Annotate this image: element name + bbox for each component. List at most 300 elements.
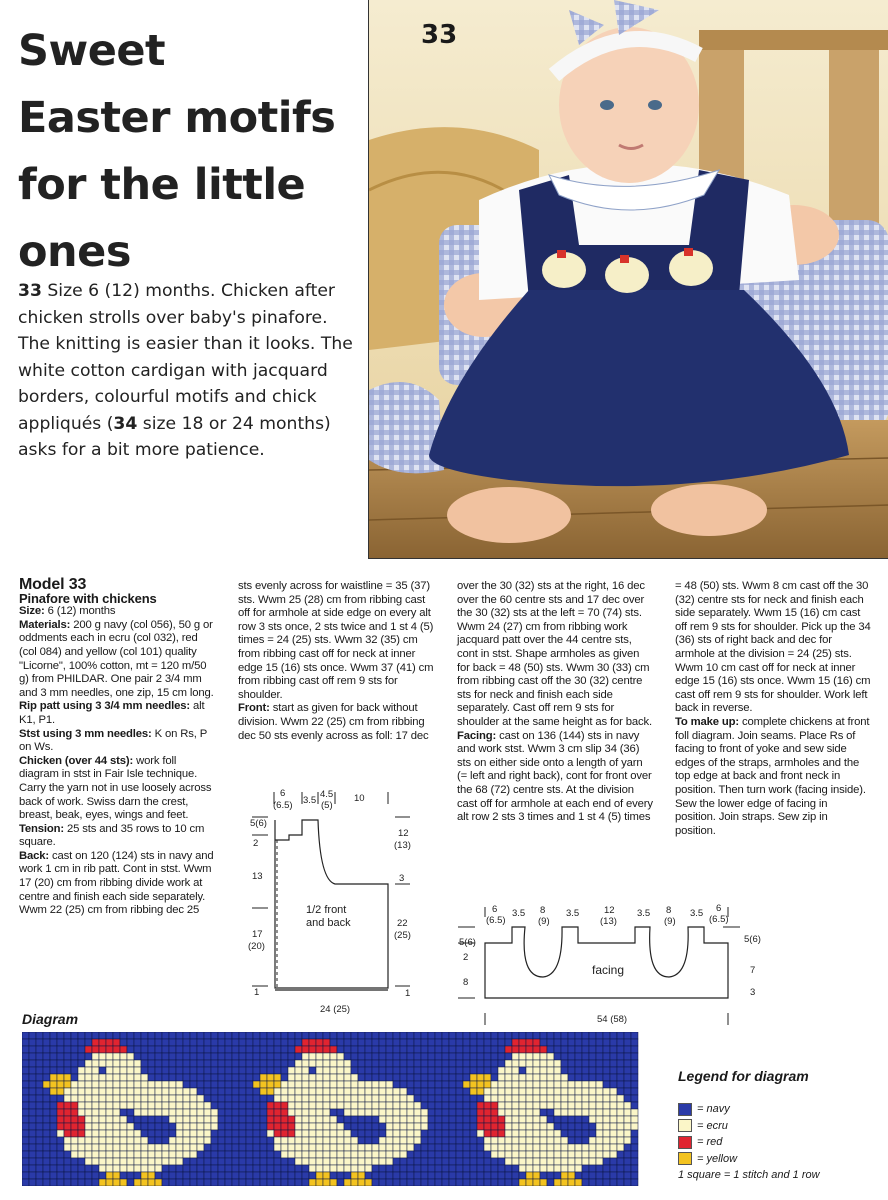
chart-stitch (603, 1172, 610, 1179)
facing-text: cast on 136 (144) sts in navy and work stst. Wwm 3 cm slip 34 (36) sts on either side onto a length of yarn (= left and right back), cont for front over the 68 (72) centre sts. At the division cast off for armhole at each end of every alt row 2 sts 3 times and 1 st 4 (5) times (457, 729, 653, 824)
chart-stitch (533, 1046, 540, 1053)
chart-stitch (106, 1144, 113, 1151)
chart-stitch (218, 1088, 225, 1095)
chart-stitch (624, 1116, 631, 1123)
chart-stitch (197, 1046, 204, 1053)
chart-stitch (295, 1116, 302, 1123)
chart-stitch (253, 1095, 260, 1102)
chart-stitch (309, 1081, 316, 1088)
chart-stitch (505, 1144, 512, 1151)
chart-stitch (309, 1137, 316, 1144)
chart-stitch (267, 1116, 274, 1123)
chart-stitch (554, 1060, 561, 1067)
chart-stitch (421, 1116, 428, 1123)
chart-stitch (344, 1046, 351, 1053)
chart-stitch (134, 1074, 141, 1081)
chart-stitch (351, 1172, 358, 1179)
chart-stitch (386, 1179, 393, 1186)
chart-stitch (92, 1130, 99, 1137)
chart-stitch (155, 1130, 162, 1137)
chart-stitch (414, 1081, 421, 1088)
chart-stitch (190, 1165, 197, 1172)
chart-stitch (267, 1053, 274, 1060)
chart-stitch (281, 1060, 288, 1067)
chart-stitch (463, 1123, 470, 1130)
chart-stitch (365, 1172, 372, 1179)
chart-stitch (428, 1074, 435, 1081)
chart-stitch (463, 1053, 470, 1060)
chart-stitch (554, 1088, 561, 1095)
chart-stitch (407, 1067, 414, 1074)
chart-stitch (78, 1032, 85, 1039)
chart-stitch (113, 1109, 120, 1116)
chart-stitch (176, 1032, 183, 1039)
chart-stitch (491, 1032, 498, 1039)
sch-facing-d2: 3.5 (512, 908, 526, 919)
chart-stitch (421, 1081, 428, 1088)
chart-stitch (36, 1123, 43, 1130)
chart-stitch (99, 1088, 106, 1095)
chart-stitch (211, 1053, 218, 1060)
chart-stitch (267, 1130, 274, 1137)
chart-stitch (631, 1123, 638, 1130)
chart-stitch (183, 1074, 190, 1081)
chart-stitch (358, 1144, 365, 1151)
chart-stitch (85, 1081, 92, 1088)
chart-stitch (323, 1053, 330, 1060)
chart-stitch (127, 1088, 134, 1095)
chart-stitch (162, 1151, 169, 1158)
chart-stitch (442, 1123, 449, 1130)
chart-stitch (456, 1074, 463, 1081)
chart-stitch (295, 1165, 302, 1172)
chart-stitch (260, 1081, 267, 1088)
chart-stitch (435, 1060, 442, 1067)
chart-stitch (610, 1053, 617, 1060)
chart-stitch (22, 1123, 29, 1130)
chart-stitch (281, 1123, 288, 1130)
chart-stitch (442, 1088, 449, 1095)
chart-stitch (127, 1158, 134, 1165)
chart-stitch (288, 1144, 295, 1151)
chart-stitch (190, 1067, 197, 1074)
chart-stitch (561, 1081, 568, 1088)
chart-stitch (274, 1046, 281, 1053)
chart-stitch (624, 1102, 631, 1109)
chart-stitch (414, 1116, 421, 1123)
chart-stitch (442, 1116, 449, 1123)
chart-stitch (274, 1165, 281, 1172)
chart-stitch (92, 1151, 99, 1158)
chart-stitch (351, 1158, 358, 1165)
chart-stitch (533, 1039, 540, 1046)
chart-stitch (246, 1032, 253, 1039)
materials-paragraph (19, 619, 216, 701)
chart-stitch (491, 1088, 498, 1095)
chart-stitch (449, 1053, 456, 1060)
chart-stitch (134, 1102, 141, 1109)
chart-stitch (372, 1137, 379, 1144)
chart-stitch (302, 1123, 309, 1130)
chart-stitch (575, 1130, 582, 1137)
chart-stitch (617, 1179, 624, 1186)
chart-stitch (218, 1095, 225, 1102)
chart-stitch (316, 1046, 323, 1053)
facing-paragraph (457, 730, 654, 825)
legend-label-yellow: = yellow (697, 1152, 738, 1165)
chart-stitch (400, 1074, 407, 1081)
chart-stitch (148, 1088, 155, 1095)
chart-stitch (29, 1081, 36, 1088)
chart-stitch (176, 1067, 183, 1074)
chart-stitch (64, 1046, 71, 1053)
chart-stitch (288, 1116, 295, 1123)
chart-stitch (183, 1130, 190, 1137)
chart-stitch (232, 1039, 239, 1046)
chart-stitch (71, 1172, 78, 1179)
chart-stitch (484, 1088, 491, 1095)
chart-stitch (624, 1151, 631, 1158)
chart-stitch (393, 1158, 400, 1165)
chart-stitch (498, 1179, 505, 1186)
chart-stitch (92, 1116, 99, 1123)
chart-stitch (36, 1102, 43, 1109)
chart-stitch (505, 1039, 512, 1046)
chart-stitch (29, 1172, 36, 1179)
chart-stitch (113, 1060, 120, 1067)
chart-stitch (134, 1060, 141, 1067)
chart-stitch (617, 1116, 624, 1123)
chart-stitch (50, 1172, 57, 1179)
chart-stitch (183, 1179, 190, 1186)
chart-stitch (379, 1081, 386, 1088)
chart-stitch (344, 1074, 351, 1081)
chart-stitch (295, 1067, 302, 1074)
chart-stitch (477, 1081, 484, 1088)
chart-stitch (239, 1039, 246, 1046)
chart-stitch (57, 1095, 64, 1102)
chart-stitch (232, 1088, 239, 1095)
chart-stitch (484, 1116, 491, 1123)
chart-stitch (491, 1144, 498, 1151)
chart-stitch (631, 1102, 638, 1109)
chart-stitch (176, 1088, 183, 1095)
chart-stitch (64, 1074, 71, 1081)
chart-stitch (92, 1165, 99, 1172)
chart-stitch (64, 1102, 71, 1109)
chart-stitch (365, 1088, 372, 1095)
sch-facing-right-56: 5(6) (744, 934, 761, 945)
chart-stitch (554, 1046, 561, 1053)
chart-stitch (568, 1053, 575, 1060)
chart-stitch (36, 1095, 43, 1102)
chart-stitch (596, 1158, 603, 1165)
chart-stitch (358, 1088, 365, 1095)
legend-row-navy (678, 1101, 820, 1118)
chart-stitch (232, 1053, 239, 1060)
chart-stitch (400, 1151, 407, 1158)
chart-stitch (218, 1165, 225, 1172)
chart-stitch (260, 1067, 267, 1074)
chart-stitch (260, 1123, 267, 1130)
chart-stitch (358, 1074, 365, 1081)
chart-stitch (99, 1151, 106, 1158)
chart-stitch (22, 1137, 29, 1144)
chart-stitch (169, 1144, 176, 1151)
chart-stitch (78, 1109, 85, 1116)
chart-stitch (589, 1151, 596, 1158)
chart-stitch (470, 1130, 477, 1137)
chart-stitch (281, 1102, 288, 1109)
chart-stitch (274, 1095, 281, 1102)
chart-stitch (267, 1102, 274, 1109)
chart-stitch (309, 1130, 316, 1137)
chart-stitch (498, 1151, 505, 1158)
chart-stitch (582, 1095, 589, 1102)
chart-stitch (519, 1081, 526, 1088)
chart-stitch (211, 1179, 218, 1186)
chart-stitch (29, 1032, 36, 1039)
chart-stitch (190, 1144, 197, 1151)
chart-stitch (29, 1151, 36, 1158)
chart-stitch (463, 1144, 470, 1151)
chart-stitch (155, 1137, 162, 1144)
chart-stitch (470, 1144, 477, 1151)
chart-stitch (78, 1116, 85, 1123)
chart-stitch (29, 1116, 36, 1123)
chart-stitch (617, 1088, 624, 1095)
sch-facing-d6: 3.5 (637, 908, 651, 919)
sch-front-top-5: (5) (321, 800, 333, 811)
chart-stitch (435, 1179, 442, 1186)
chart-stitch (211, 1130, 218, 1137)
chart-stitch (603, 1074, 610, 1081)
chart-stitch (260, 1151, 267, 1158)
chart-stitch (64, 1081, 71, 1088)
chart-stitch (197, 1032, 204, 1039)
chart-stitch (260, 1172, 267, 1179)
chart-stitch (393, 1102, 400, 1109)
chart-stitch (64, 1172, 71, 1179)
sch-facing-d3b: (9) (538, 916, 550, 927)
chart-stitch (631, 1067, 638, 1074)
chart-stitch (232, 1081, 239, 1088)
chart-stitch (351, 1053, 358, 1060)
chart-stitch (85, 1032, 92, 1039)
chart-stitch (232, 1172, 239, 1179)
chart-stitch (239, 1179, 246, 1186)
sch-front-left-20: (20) (248, 941, 265, 952)
chart-stitch (99, 1123, 106, 1130)
sch-facing-d8: 3.5 (690, 908, 704, 919)
chart-stitch (134, 1137, 141, 1144)
chart-stitch (512, 1081, 519, 1088)
chart-stitch (85, 1039, 92, 1046)
chart-stitch (526, 1095, 533, 1102)
chart-stitch (330, 1137, 337, 1144)
chart-stitch (624, 1081, 631, 1088)
chart-stitch (22, 1060, 29, 1067)
chart-stitch (274, 1130, 281, 1137)
chart-stitch (176, 1151, 183, 1158)
chart-stitch (78, 1123, 85, 1130)
chart-stitch (589, 1095, 596, 1102)
chart-stitch (85, 1074, 92, 1081)
chart-stitch (554, 1123, 561, 1130)
chart-stitch (239, 1053, 246, 1060)
chart-stitch (64, 1109, 71, 1116)
chart-stitch (323, 1102, 330, 1109)
chart-stitch (183, 1137, 190, 1144)
chart-stitch (148, 1053, 155, 1060)
chart-stitch (435, 1144, 442, 1151)
chart-stitch (414, 1088, 421, 1095)
chart-stitch (141, 1109, 148, 1116)
chart-stitch (267, 1046, 274, 1053)
chart-stitch (505, 1074, 512, 1081)
chart-stitch (351, 1102, 358, 1109)
chart-stitch (351, 1123, 358, 1130)
chart-stitch (435, 1081, 442, 1088)
chart-stitch (316, 1102, 323, 1109)
chart-stitch (36, 1060, 43, 1067)
chart-stitch (393, 1074, 400, 1081)
chart-stitch (617, 1032, 624, 1039)
chart-stitch (155, 1081, 162, 1088)
chart-stitch (400, 1032, 407, 1039)
chart-stitch (617, 1158, 624, 1165)
chart-stitch (120, 1095, 127, 1102)
chart-stitch (617, 1046, 624, 1053)
chart-stitch (113, 1179, 120, 1186)
chart-stitch (239, 1081, 246, 1088)
chart-stitch (225, 1137, 232, 1144)
chart-stitch (106, 1032, 113, 1039)
chicken-text: work foll diagram in stst in Fair Isle technique. Carry the yarn not in use loosely across back of work. Swiss darn the crest, breast, beak, eyes, wings and feet. (19, 754, 212, 822)
chart-stitch (400, 1109, 407, 1116)
chart-stitch (141, 1130, 148, 1137)
chart-stitch (435, 1088, 442, 1095)
chart-stitch (596, 1123, 603, 1130)
chart-stitch (456, 1165, 463, 1172)
chart-stitch (99, 1046, 106, 1053)
chart-stitch (498, 1130, 505, 1137)
intro-number-34: 34 (113, 413, 138, 434)
chart-stitch (519, 1165, 526, 1172)
chart-stitch (302, 1102, 309, 1109)
chart-stitch (302, 1172, 309, 1179)
chart-stitch (267, 1144, 274, 1151)
chart-stitch (449, 1137, 456, 1144)
chart-stitch (274, 1039, 281, 1046)
chart-stitch (197, 1151, 204, 1158)
chart-stitch (71, 1123, 78, 1130)
chart-stitch (274, 1074, 281, 1081)
chart-stitch (631, 1144, 638, 1151)
chart-stitch (505, 1095, 512, 1102)
chart-stitch (554, 1158, 561, 1165)
chart-stitch (141, 1039, 148, 1046)
chart-stitch (365, 1095, 372, 1102)
chart-stitch (85, 1179, 92, 1186)
chart-stitch (169, 1123, 176, 1130)
chart-stitch (463, 1116, 470, 1123)
chart-stitch (379, 1130, 386, 1137)
legend-row-yellow (678, 1151, 820, 1168)
chart-stitch (57, 1046, 64, 1053)
chart-stitch (442, 1179, 449, 1186)
chart-stitch (71, 1067, 78, 1074)
chart-stitch (29, 1053, 36, 1060)
chart-stitch (113, 1081, 120, 1088)
chart-stitch (624, 1165, 631, 1172)
chart-stitch (407, 1151, 414, 1158)
chart-stitch (617, 1081, 624, 1088)
chart-stitch (302, 1060, 309, 1067)
chart-stitch (120, 1123, 127, 1130)
chart-stitch (512, 1060, 519, 1067)
chart-stitch (624, 1053, 631, 1060)
chart-stitch (120, 1151, 127, 1158)
chart-stitch (78, 1137, 85, 1144)
chart-stitch (596, 1102, 603, 1109)
chart-stitch (120, 1144, 127, 1151)
chart-stitch (386, 1053, 393, 1060)
chart-stitch (344, 1172, 351, 1179)
chart-stitch (71, 1109, 78, 1116)
chart-stitch (617, 1102, 624, 1109)
chart-stitch (365, 1074, 372, 1081)
chart-stitch (631, 1046, 638, 1053)
headline-line-3: for the little (18, 160, 306, 210)
chart-stitch (22, 1116, 29, 1123)
chart-stitch (295, 1137, 302, 1144)
chart-stitch (120, 1046, 127, 1053)
chart-stitch (365, 1081, 372, 1088)
chart-stitch (183, 1144, 190, 1151)
chart-stitch (155, 1165, 162, 1172)
tension-paragraph (19, 823, 216, 850)
chart-stitch (582, 1046, 589, 1053)
chart-stitch (246, 1060, 253, 1067)
chart-stitch (253, 1088, 260, 1095)
chart-stitch (512, 1102, 519, 1109)
chart-stitch (463, 1032, 470, 1039)
chart-stitch (106, 1081, 113, 1088)
chart-stitch (414, 1046, 421, 1053)
chart-stitch (211, 1074, 218, 1081)
chart-stitch (85, 1053, 92, 1060)
chart-stitch (386, 1116, 393, 1123)
chart-stitch (218, 1032, 225, 1039)
chart-stitch (36, 1116, 43, 1123)
chart-stitch (505, 1067, 512, 1074)
chart-stitch (232, 1032, 239, 1039)
chart-stitch (323, 1123, 330, 1130)
chart-stitch (316, 1081, 323, 1088)
chart-stitch (582, 1032, 589, 1039)
chart-stitch (274, 1081, 281, 1088)
chart-stitch (610, 1046, 617, 1053)
chart-stitch (540, 1060, 547, 1067)
chart-stitch (211, 1151, 218, 1158)
chart-stitch (302, 1095, 309, 1102)
chart-stitch (253, 1067, 260, 1074)
chart-stitch (589, 1088, 596, 1095)
chart-stitch (519, 1123, 526, 1130)
chart-stitch (85, 1158, 92, 1165)
chart-stitch (554, 1116, 561, 1123)
